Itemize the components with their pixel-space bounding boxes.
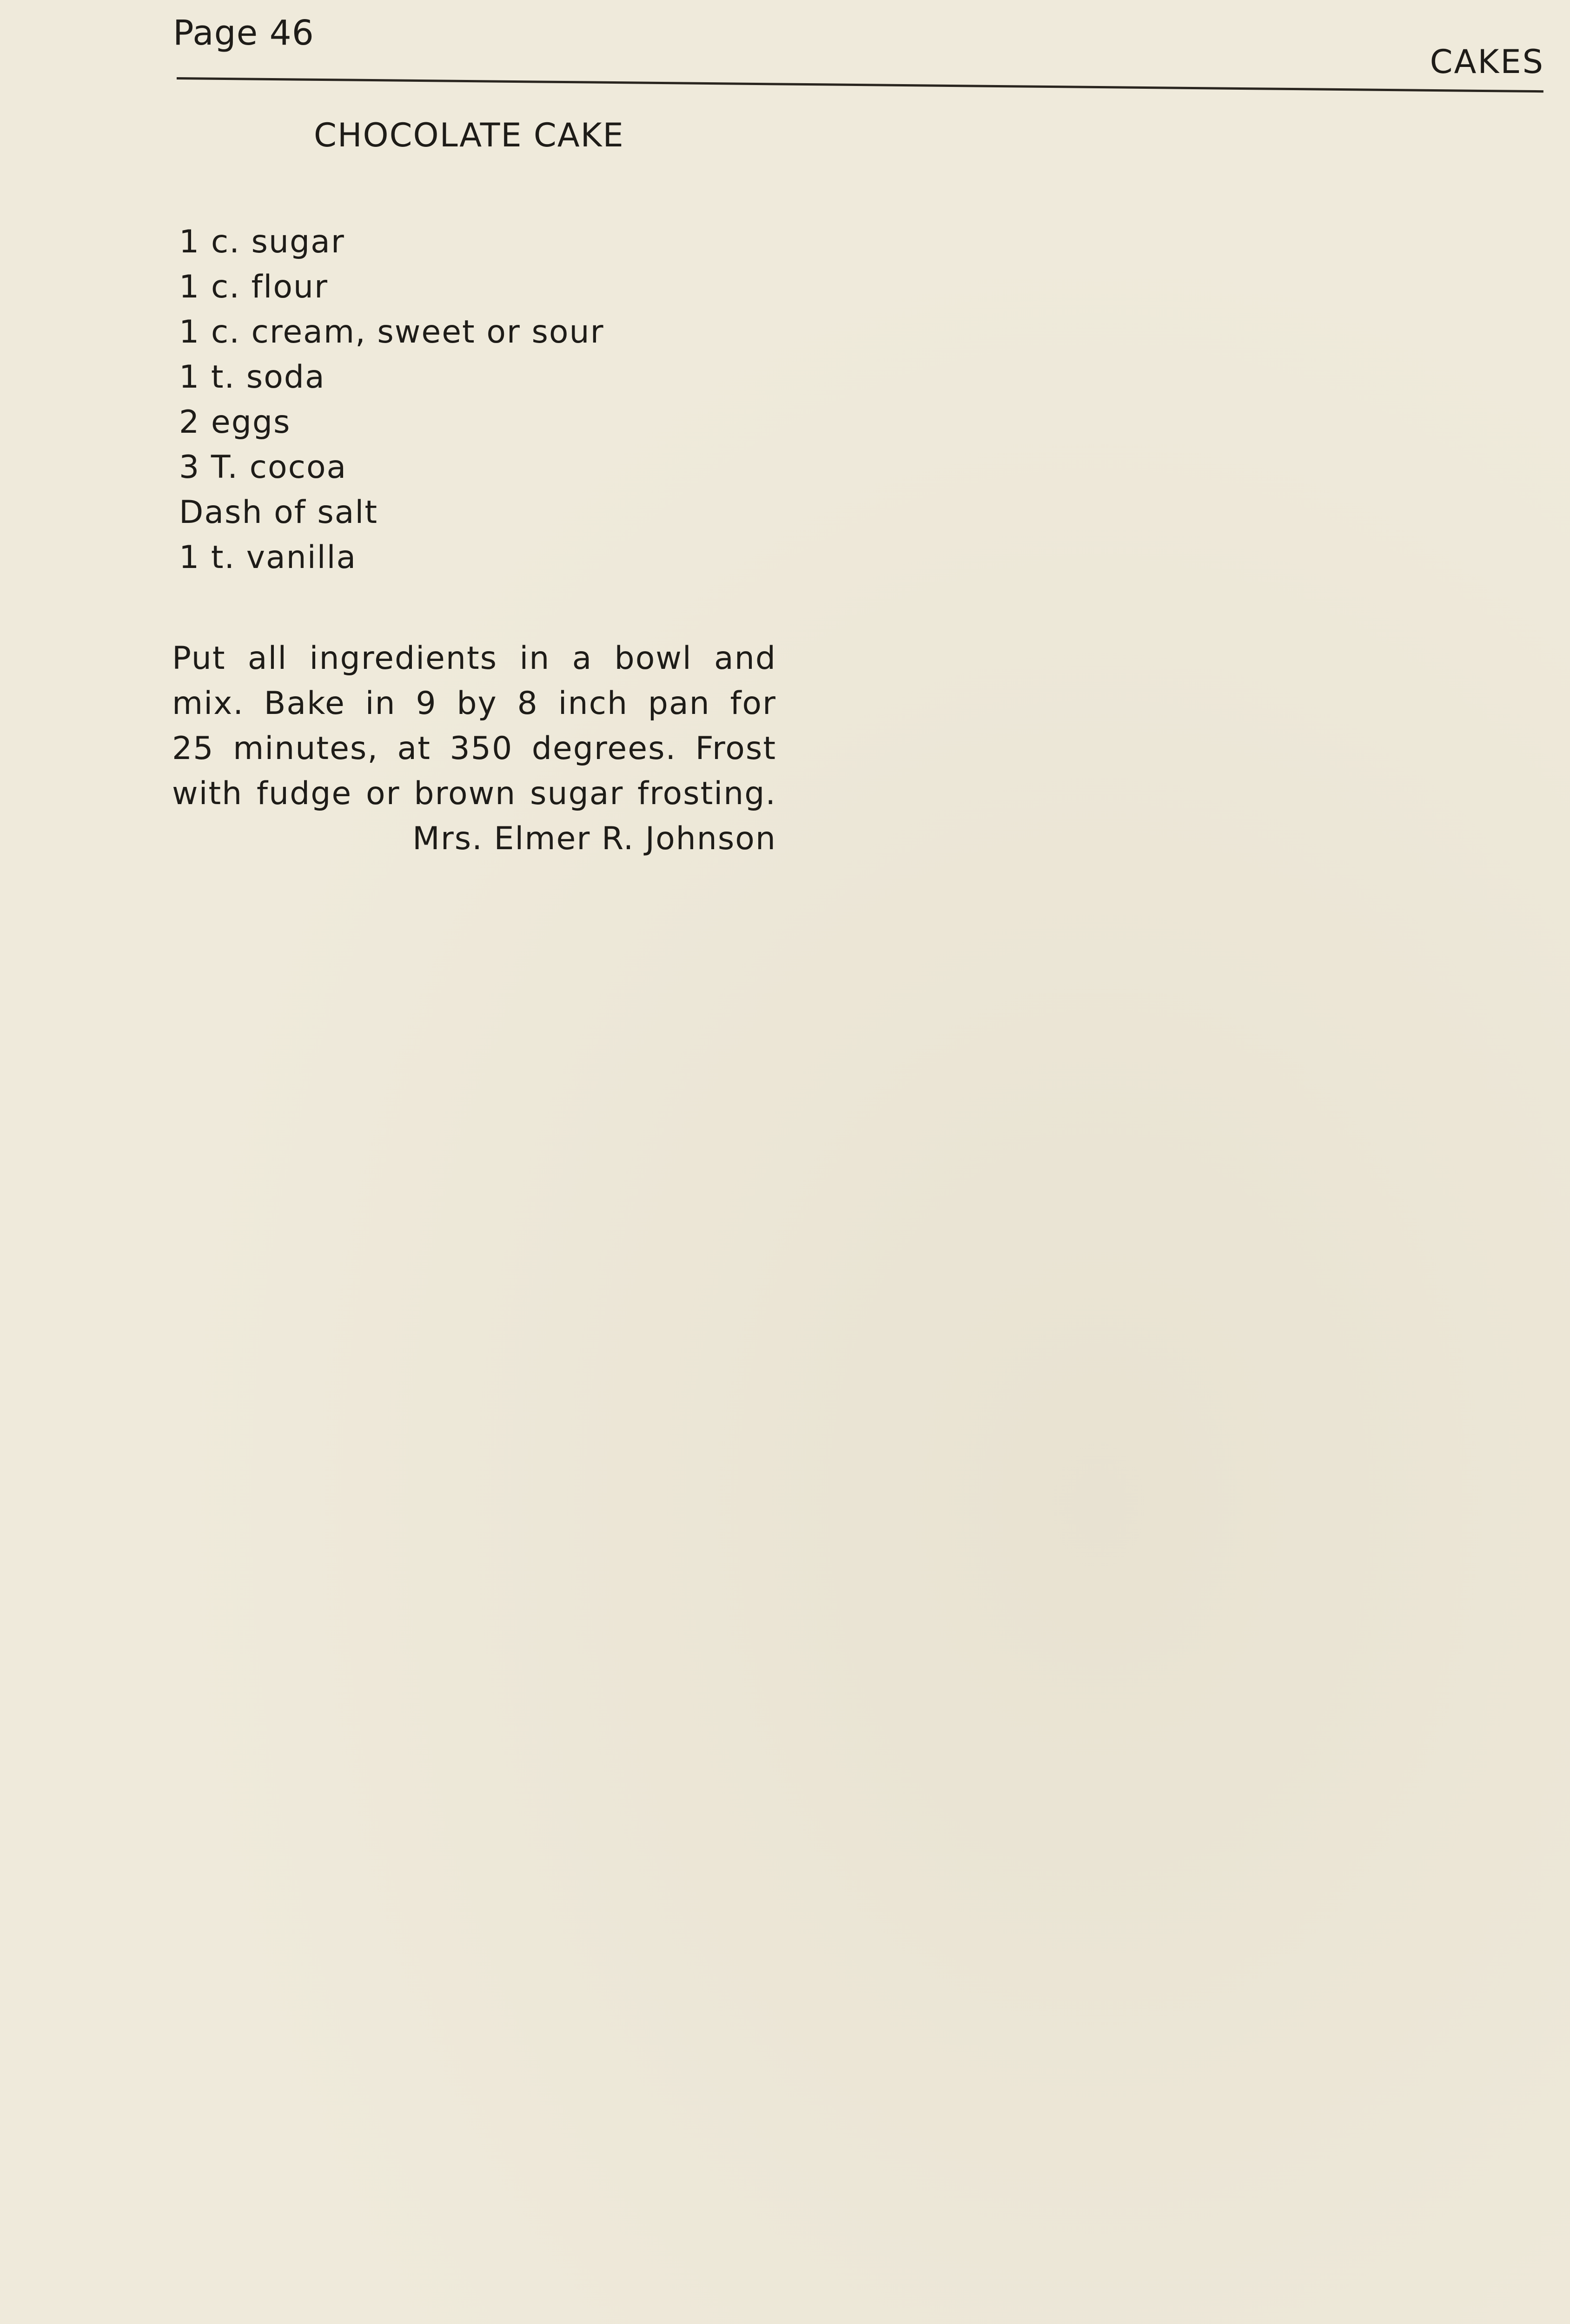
instruction-line: with fudge or brown sugar frosting.	[172, 775, 776, 812]
ingredient-item: Dash of salt	[179, 494, 378, 531]
recipe-author: Mrs. Elmer R. Johnson	[412, 820, 776, 857]
header-rule	[177, 77, 1544, 92]
section-title: CAKES	[1430, 43, 1544, 81]
ingredient-item: 2 eggs	[179, 404, 291, 441]
recipe-title: CHOCOLATE CAKE	[314, 116, 624, 154]
instruction-line: 25 minutes, at 350 degrees. Frost	[172, 730, 776, 767]
ingredient-item: 1 t. vanilla	[179, 539, 357, 576]
ingredient-item: 1 c. sugar	[179, 224, 345, 260]
ingredient-item: 1 t. soda	[179, 359, 325, 396]
page-number: Page 46	[173, 13, 314, 53]
instructions	[172, 636, 776, 816]
ingredient-item: 1 c. flour	[179, 269, 328, 305]
instruction-line: mix. Bake in 9 by 8 inch pan for	[172, 685, 776, 722]
ingredient-item: 3 T. cocoa	[179, 449, 347, 486]
recipe	[172, 116, 786, 861]
ingredient-item: 1 c. cream, sweet or sour	[179, 314, 604, 350]
instruction-line: Put all ingredients in a bowl and	[172, 640, 776, 677]
ingredient-list	[179, 219, 786, 580]
